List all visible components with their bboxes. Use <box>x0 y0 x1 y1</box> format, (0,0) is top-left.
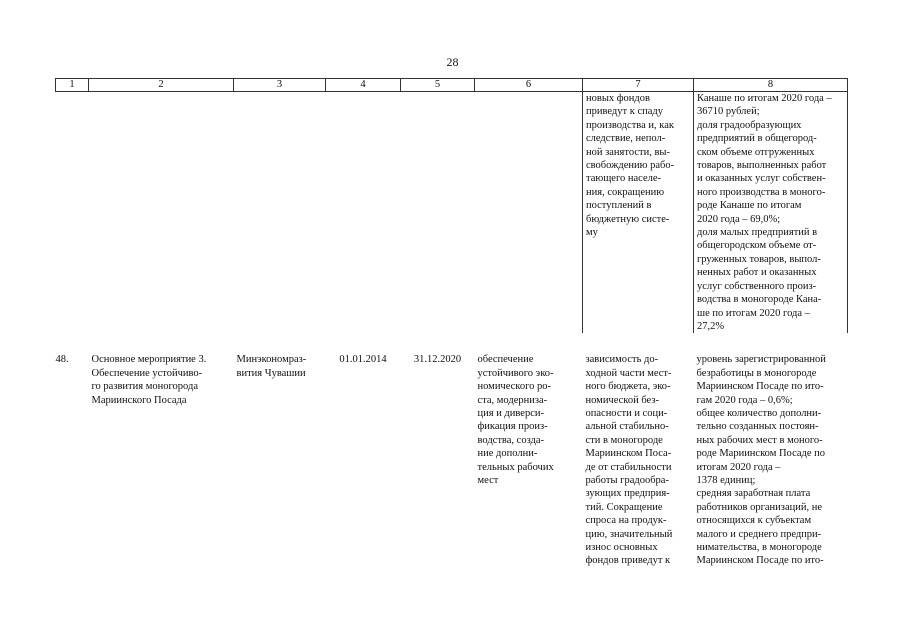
header-col-1: 1 <box>56 79 89 92</box>
header-col-6: 6 <box>475 79 583 92</box>
row-number: 48. <box>55 354 69 366</box>
header-row <box>56 79 848 92</box>
row-spacer <box>56 333 848 353</box>
header-col-7: 7 <box>583 79 694 92</box>
expected-result: обеспечение устойчивого эко- номического ро- ста, модерниза- ция и диверси- фикация произ- водства, созда- ние дополни- тельных рабочих мест <box>477 354 554 486</box>
end-date: 31.12.2020 <box>413 354 462 366</box>
start-date: 01.01.2014 <box>339 354 387 366</box>
measure-name: Основное мероприятие 3. Обеспечение устойчиво- го развития моногорода Мариинского Посада <box>91 354 207 406</box>
header-col-3: 3 <box>234 79 326 92</box>
header-col-8: 8 <box>694 79 848 92</box>
indicators: уровень зарегистрированной безработицы в моногороде Мариинском Посаде по ито- гам 2020 года – 0,6%; общее количество дополни- тельно созданных постоян- ных рабочих мест в моного- роде Мариинском Посаде по итогам 2020 года – 1378 единиц; средняя заработная плата работников организаций, не относящихся к субъектам малого и среднего предпри- нимательства, в моногороде Мариинском Посаде по ито- <box>696 354 826 567</box>
table-row-continuation <box>56 92 848 334</box>
page-number: 28 <box>446 55 459 69</box>
header-col-2: 2 <box>89 79 234 92</box>
table-row-48 <box>56 353 848 568</box>
header-col-5: 5 <box>401 79 475 92</box>
consequences: зависимость до- ходной части мест- ного бюджета, эко- номической без- опасности и соци- альной стабильно- сти в моногороде Мариинском Поса- де от стабильности работы градообра- зующих предприя- тий. Сокращение спроса на продук- цию, значительный износ основных фондов приведут к <box>585 354 673 567</box>
header-col-4: 4 <box>326 79 401 92</box>
executor: Минэкономраз- вития Чувашии <box>236 354 307 379</box>
continuation-consequences: новых фондов приведут к спаду производства и, как следствие, непол- ной занятости, вы- свобождению рабо- тающего населе- ния, сокращению поступлений в бюджетную систе- му <box>586 93 675 239</box>
measures-table <box>55 78 848 568</box>
continuation-indicators: Канаше по итогам 2020 года – 36710 рублей; доля градообразующих предприятий в общегород- ском объеме отгруженных товаров, выполненных работ и оказанных услуг собствен- ного производства в моного- роде Канаше по итогам 2020 года – 69,0%; доля малых предприятий в общегородском объеме от- груженных товаров, выпол- ненных работ и оказанных услуг собственного произ- водства в моногороде Кана- ше по итогам 2020 года – 27,2% <box>697 93 832 332</box>
